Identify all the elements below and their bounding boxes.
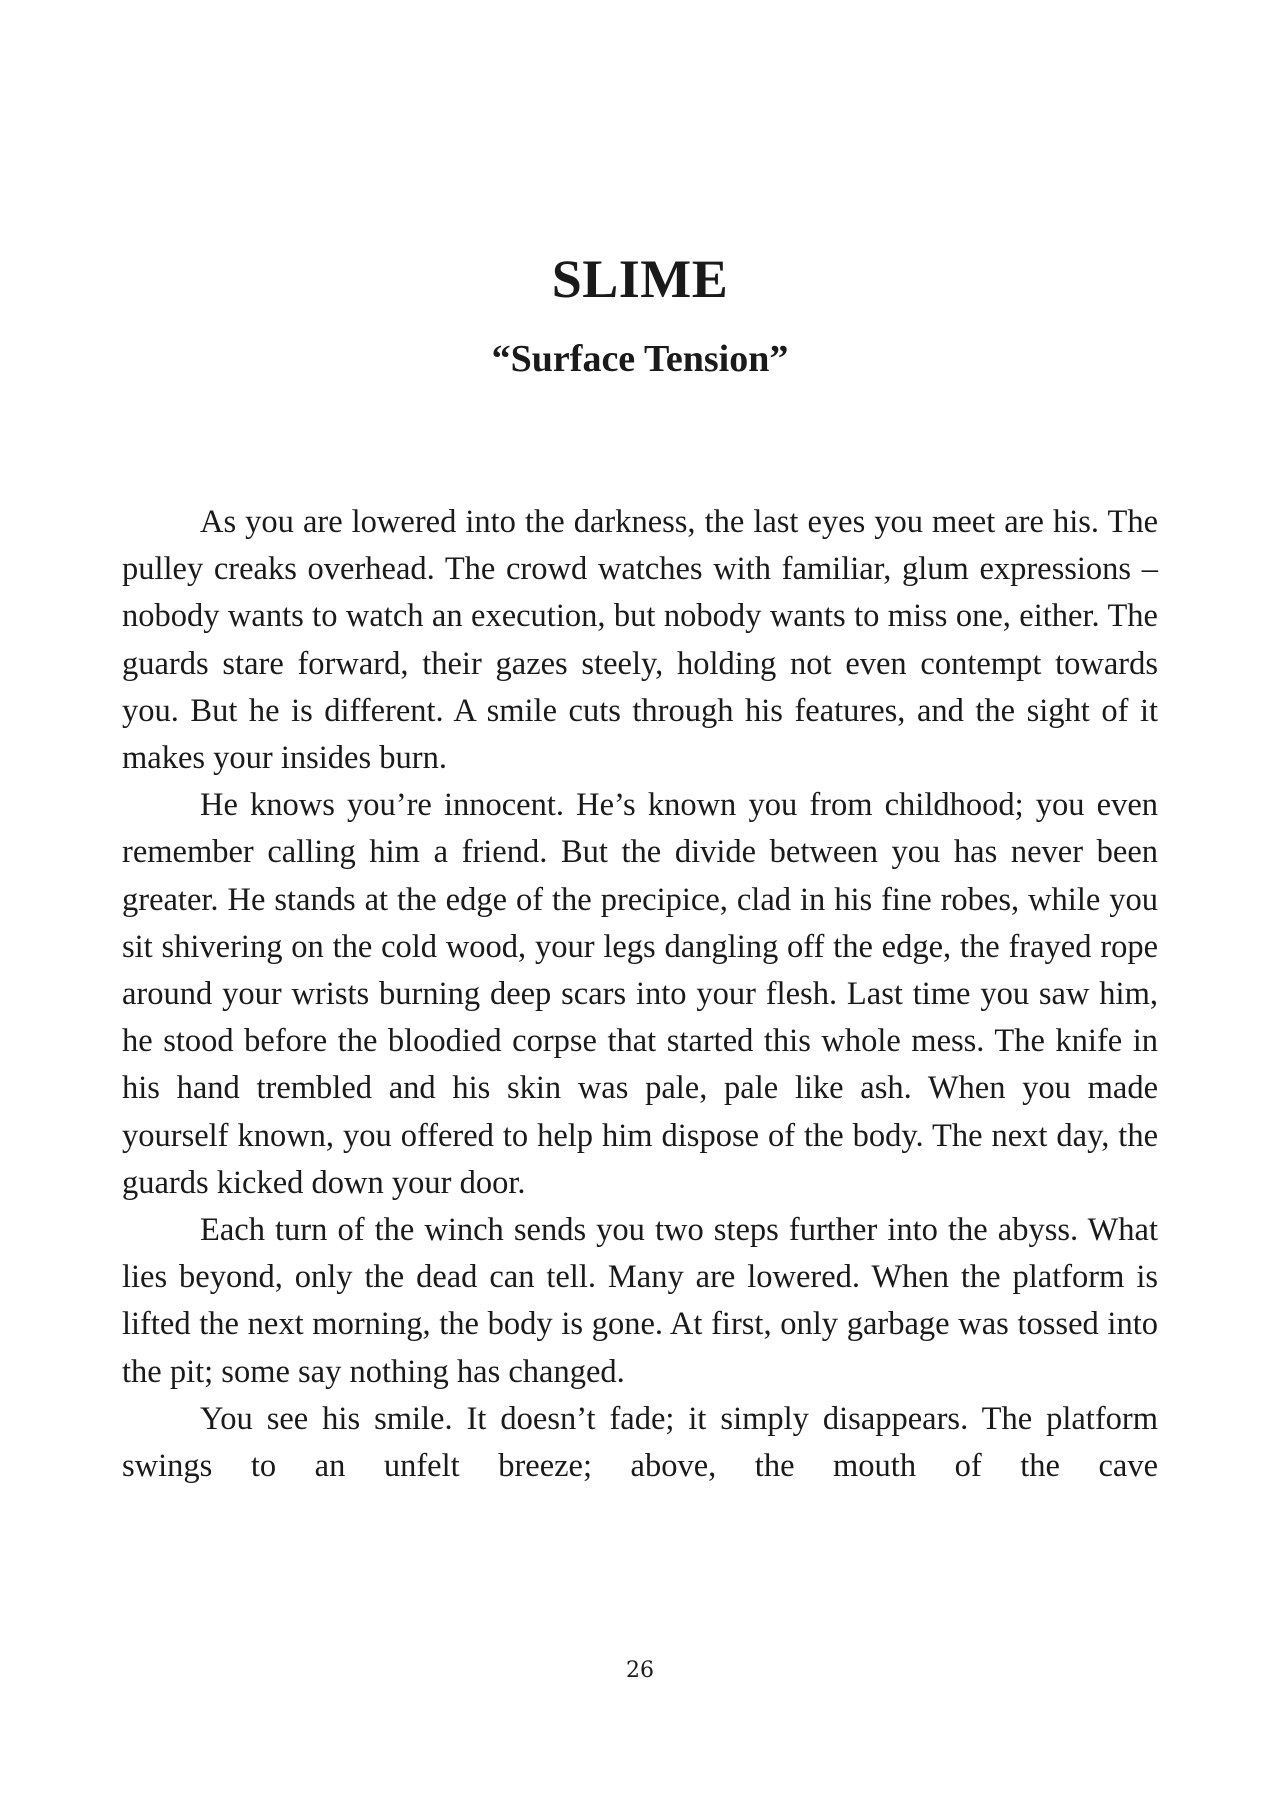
chapter-subtitle: “Surface Tension” [491,338,789,380]
page-number: 26 [626,1658,654,1683]
paragraph: You see his smile. It doesn’t fade; it simply disappears. The platform swings to an unfelt breeze; above, the mouth of the cave [122,1400,1158,1485]
chapter-title: SLIME [551,249,729,309]
body-text [122,499,1158,1490]
paragraph: Each turn of the winch sends you two steps further into the abyss. What lies beyond, only the dead can tell. Many are lowered. When the platform is lifted the next morning, the body is gone. At first, only garbage was tossed into the pit; some say nothing has changed. [122,1212,1158,1390]
paragraph: As you are lowered into the darkness, the last eyes you meet are his. The pulley creaks overhead. The crowd watches with familiar, glum expressions – nobody wants to watch an execution, but nobody wants to miss one, either. The guards stare forward, their gazes steely, holding not even contempt towards you. But he is different. A smile cuts through his features, and the sight of it makes your insides burn. [122,504,1158,777]
paragraph: He knows you’re innocent. He’s known you from childhood; you even remember calling him a friend. But the divide between you has never been greater. He stands at the edge of the precipice, clad in his fine robes, while you sit shivering on the cold wood, your legs dangling off the edge, the frayed rope around your wrists burning deep scars into your flesh. Last time you saw him, he stood before the bloodied corpse that started this whole mess. The knife in his hand trembled and his skin was pale, pale like ash. When you made yourself known, you offered to help him dispose of the body. The next day, the guards kicked down your door. [122,787,1158,1201]
